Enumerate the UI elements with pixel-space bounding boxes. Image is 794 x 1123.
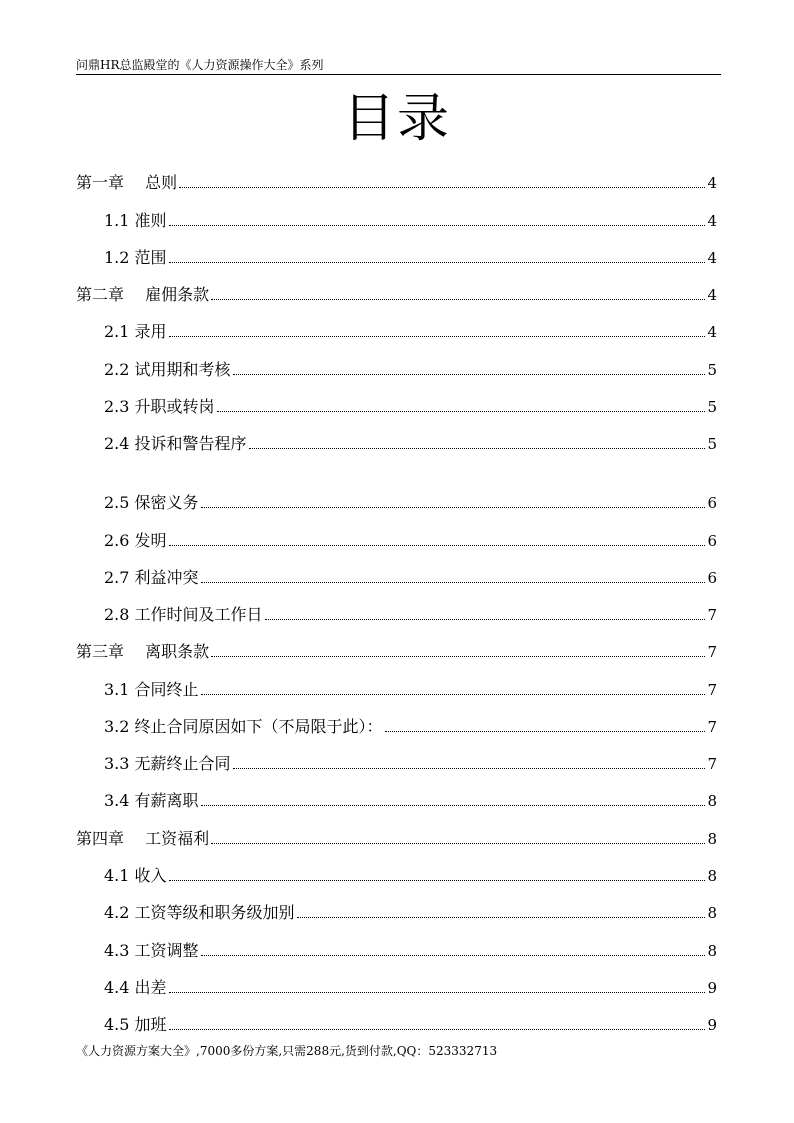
toc-entry-1-2[interactable] — [104, 246, 717, 268]
toc-entry-page: 8 — [707, 942, 717, 960]
toc-entry-4-4[interactable] — [104, 976, 717, 998]
toc-dot-leader — [211, 842, 705, 844]
toc-dot-leader — [217, 410, 706, 412]
toc-dot-leader — [201, 954, 706, 956]
toc-entry-page: 6 — [707, 532, 717, 550]
toc-entry-chapter-3[interactable] — [76, 640, 717, 662]
toc-entry-page: 5 — [707, 361, 717, 379]
toc-entry-page: 8 — [707, 904, 717, 922]
toc-entry-label: 3.2 终止合同原因如下（不局限于此）： — [104, 717, 383, 736]
toc-entry-page: 4 — [707, 212, 717, 230]
toc-entry-page: 4 — [707, 174, 717, 192]
toc-entry-page: 5 — [707, 435, 717, 453]
footer-text: 《人力资源方案大全》,7000多份方案,只需288元,货到付款,QQ：523332713 — [76, 1044, 498, 1058]
toc-dot-leader — [169, 261, 706, 263]
toc-entry-page: 7 — [707, 681, 717, 699]
toc-entry-2-7[interactable] — [104, 566, 717, 588]
toc-entry-page: 6 — [707, 569, 717, 587]
toc-entry-4-1[interactable] — [104, 864, 717, 886]
toc-dot-leader — [249, 447, 706, 449]
toc-entry-label: 第二章 雇佣条款 — [76, 285, 210, 304]
toc-entry-3-1[interactable] — [104, 678, 717, 700]
toc-entry-page: 7 — [707, 606, 717, 624]
toc-entry-page: 8 — [707, 792, 717, 810]
toc-entry-label: 2.2 试用期和考核 — [104, 360, 231, 379]
toc-entry-label: 1.1 准则 — [104, 211, 167, 230]
toc-dot-leader — [201, 804, 706, 806]
toc-entry-page: 8 — [707, 830, 717, 848]
toc-dot-leader — [201, 581, 706, 583]
toc-dot-leader — [201, 693, 706, 695]
toc-entry-1-1[interactable] — [104, 209, 717, 231]
toc-entry-label: 2.5 保密义务 — [104, 493, 199, 512]
toc-dot-leader — [297, 916, 706, 918]
toc-entry-label: 4.4 出差 — [104, 978, 167, 997]
toc-dot-leader — [169, 879, 706, 881]
toc-entry-label: 3.3 无薪终止合同 — [104, 754, 231, 773]
toc-entry-page: 7 — [707, 718, 717, 736]
toc-entry-page: 9 — [707, 1016, 717, 1034]
toc-entry-page: 4 — [707, 323, 717, 341]
toc-entry-label: 第一章 总则 — [76, 173, 178, 192]
page-title: 目录 — [342, 89, 451, 149]
toc-entry-2-8[interactable] — [104, 603, 717, 625]
toc-entry-label: 2.6 发明 — [104, 531, 167, 550]
toc-dot-leader — [169, 335, 706, 337]
toc-entry-3-3[interactable] — [104, 752, 717, 774]
toc-dot-leader — [169, 544, 706, 546]
toc-entry-chapter-4[interactable] — [76, 827, 717, 849]
toc-entry-label: 1.2 范围 — [104, 248, 167, 267]
toc-entry-2-6[interactable] — [104, 529, 717, 551]
toc-entry-2-5[interactable] — [104, 491, 717, 513]
toc-entry-label: 4.2 工资等级和职务级加别 — [104, 903, 295, 922]
toc-dot-leader — [169, 224, 706, 226]
toc-entry-label: 2.8 工作时间及工作日 — [104, 605, 263, 624]
toc-dot-leader — [233, 767, 706, 769]
toc-entry-page: 7 — [707, 643, 717, 661]
toc-entry-2-1[interactable] — [104, 320, 717, 342]
toc-entry-label: 2.7 利益冲突 — [104, 568, 199, 587]
toc-entry-page: 7 — [707, 755, 717, 773]
page-header — [76, 58, 721, 75]
toc-dot-leader — [233, 373, 706, 375]
header-text: 问鼎HR总监殿堂的《人力资源操作大全》系列 — [76, 58, 324, 72]
toc-entry-2-3[interactable] — [104, 395, 717, 417]
toc-dot-leader — [169, 991, 706, 993]
toc-dot-leader — [211, 298, 705, 300]
toc-dot-leader — [179, 186, 705, 188]
toc-entry-page: 6 — [707, 494, 717, 512]
toc-entry-2-4[interactable] — [104, 432, 717, 454]
toc-entry-page: 8 — [707, 867, 717, 885]
page-footer — [76, 1044, 497, 1058]
toc-entry-label: 4.5 加班 — [104, 1015, 167, 1034]
toc-dot-leader — [211, 655, 705, 657]
toc-dot-leader — [385, 730, 706, 732]
toc-entry-label: 3.4 有薪离职 — [104, 791, 199, 810]
toc-entry-3-2[interactable] — [104, 715, 717, 737]
toc-dot-leader — [201, 506, 706, 508]
toc-entry-page: 9 — [707, 979, 717, 997]
toc-entry-3-4[interactable] — [104, 789, 717, 811]
toc-entry-label: 2.3 升职或转岗 — [104, 397, 215, 416]
toc-entry-label: 2.1 录用 — [104, 322, 167, 341]
toc-entry-label: 第三章 离职条款 — [76, 642, 210, 661]
toc-entry-page: 4 — [707, 249, 717, 267]
toc-entry-page: 5 — [707, 398, 717, 416]
toc-entry-chapter-2[interactable] — [76, 283, 717, 305]
toc-entry-label: 2.4 投诉和警告程序 — [104, 434, 247, 453]
toc-entry-label: 4.1 收入 — [104, 866, 167, 885]
toc-entry-label: 4.3 工资调整 — [104, 941, 199, 960]
toc-entry-4-2[interactable] — [104, 901, 717, 923]
toc-entry-page: 4 — [707, 286, 717, 304]
toc-dot-leader — [169, 1028, 706, 1030]
toc-entry-label: 3.1 合同终止 — [104, 680, 199, 699]
toc-entry-4-3[interactable] — [104, 939, 717, 961]
toc-dot-leader — [265, 618, 706, 620]
toc-entry-chapter-1[interactable] — [76, 171, 717, 193]
toc-entry-label: 第四章 工资福利 — [76, 829, 210, 848]
toc-entry-4-5[interactable] — [104, 1013, 717, 1035]
toc-entry-2-2[interactable] — [104, 358, 717, 380]
